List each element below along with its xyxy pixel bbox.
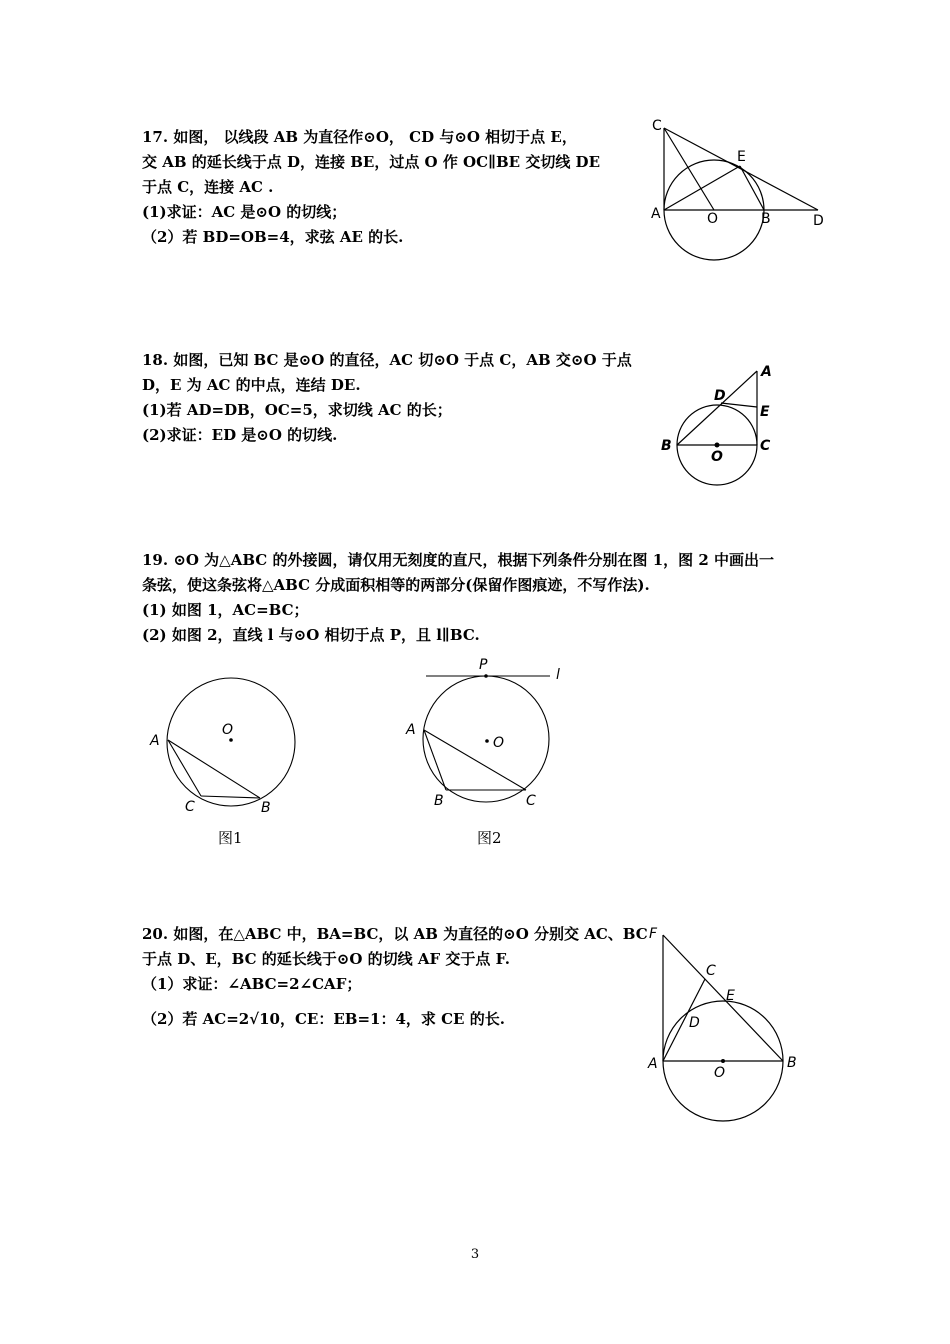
question-18 bbox=[142, 348, 632, 448]
q19-fig1-label-b: B bbox=[261, 800, 271, 816]
question-20 bbox=[142, 922, 648, 1032]
q20-figure bbox=[640, 918, 815, 1128]
q18-center-dot bbox=[715, 443, 720, 448]
q17-label-c: C bbox=[652, 118, 662, 134]
q19-fig2-point-p bbox=[484, 674, 488, 678]
q18-label-c: C bbox=[760, 438, 771, 454]
q20-label-d: D bbox=[689, 1015, 700, 1031]
q17-label-b: B bbox=[761, 211, 771, 227]
q20-label-f: F bbox=[649, 926, 658, 942]
q18-line-3: (1)若 AD=DB，OC=5，求切线 AC 的长； bbox=[142, 401, 452, 419]
q18-line-ab bbox=[677, 371, 757, 445]
q19-line-2: 条弦，使这条弦将△ABC 分成面积相等的两部分(保留作图痕迹，不写作法). bbox=[142, 576, 650, 594]
q17-figure bbox=[640, 110, 840, 280]
q17-line-1: 17. 如图， 以线段 AB 为直径作⊙O， CD 与⊙O 相切于点 E， bbox=[142, 128, 577, 146]
q19-fig2-label-b: B bbox=[434, 793, 444, 809]
q19-fig1-caption: 图1 bbox=[218, 829, 243, 847]
q19-fig1-label-c: C bbox=[185, 799, 195, 815]
q17-label-o: O bbox=[707, 211, 719, 227]
q20-line-fb bbox=[663, 935, 783, 1061]
q19-fig1-label-o: O bbox=[222, 722, 234, 738]
q20-center-dot bbox=[721, 1059, 725, 1063]
q18-label-o: O bbox=[711, 449, 723, 465]
q20-label-b: B bbox=[787, 1055, 797, 1071]
q19-figure-2 bbox=[398, 652, 578, 817]
q19-fig1-line-cb bbox=[201, 796, 260, 798]
q19-line-3: (1) 如图 1，AC=BC； bbox=[142, 601, 309, 619]
q19-fig1-label-a: A bbox=[150, 733, 160, 749]
question-19 bbox=[142, 548, 774, 648]
q19-fig2-label-l: l bbox=[556, 667, 560, 683]
q17-line-ae bbox=[664, 166, 740, 210]
q19-line-1: 19. ⊙O 为△ABC 的外接圆，请仅用无刻度的直尺，根据下列条件分别在图 1，图 2 中画出一 bbox=[142, 551, 775, 569]
q18-line-1: 18. 如图，已知 BC 是⊙O 的直径，AC 切⊙O 于点 C，AB 交⊙O 于点 bbox=[142, 351, 632, 369]
q17-line-2: 交 AB 的延长线于点 D，连接 BE，过点 O 作 OC∥BE 交切线 DE bbox=[142, 153, 600, 171]
q18-line-4: (2)求证：ED 是⊙O 的切线. bbox=[142, 426, 338, 444]
q19-fig2-label-o: O bbox=[493, 735, 505, 751]
q17-line-4: (1)求证：AC 是⊙O 的切线； bbox=[142, 203, 347, 221]
q19-fig1-center-dot bbox=[229, 738, 233, 742]
q20-label-a: A bbox=[648, 1056, 658, 1072]
q19-fig2-center-dot bbox=[485, 739, 489, 743]
q19-fig2-caption: 图2 bbox=[477, 829, 502, 847]
q20-label-e: E bbox=[726, 988, 735, 1004]
q17-label-a: A bbox=[651, 206, 661, 222]
q17-line-be bbox=[740, 166, 764, 210]
q17-label-d: D bbox=[813, 213, 824, 229]
q17-label-e: E bbox=[737, 149, 746, 165]
q19-fig2-label-c: C bbox=[526, 793, 536, 809]
q19-fig2-circle bbox=[423, 676, 549, 802]
question-17 bbox=[142, 125, 600, 250]
q17-line-co bbox=[664, 128, 714, 210]
q20-line-3: （1）求证：∠ABC=2∠CAF； bbox=[142, 975, 362, 993]
q18-figure bbox=[650, 360, 790, 495]
q20-line-1: 20. 如图，在△ABC 中，BA=BC，以 AB 为直径的⊙O 分别交 AC、BC bbox=[142, 925, 648, 943]
q18-line-2: D，E 为 AC 的中点，连结 DE. bbox=[142, 376, 361, 394]
q18-label-a: A bbox=[761, 364, 772, 380]
q20-line-2: 于点 D、E，BC 的延长线于⊙O 的切线 AF 交于点 F. bbox=[142, 950, 510, 968]
q20-label-o: O bbox=[714, 1065, 726, 1081]
q19-fig2-label-p: P bbox=[479, 657, 488, 673]
q19-fig2-label-a: A bbox=[406, 722, 416, 738]
q20-line-4: （2）若 AC=2√10，CE：EB=1：4，求 CE 的长. bbox=[142, 1010, 505, 1028]
q17-line-3: 于点 C，连接 AC . bbox=[142, 178, 274, 196]
q20-label-c: C bbox=[706, 963, 716, 979]
q18-label-d: D bbox=[714, 388, 726, 404]
page-number: 3 bbox=[470, 1247, 480, 1262]
q19-line-4: (2) 如图 2，直线 l 与⊙O 相切于点 P，且 l∥BC. bbox=[142, 626, 480, 644]
q19-figure-1 bbox=[140, 670, 310, 820]
q19-fig1-circle bbox=[167, 678, 295, 806]
q18-label-b: B bbox=[661, 438, 672, 454]
q19-fig1-line-ab bbox=[168, 740, 260, 798]
q17-line-5: （2）若 BD=OB=4，求弦 AE 的长. bbox=[142, 228, 404, 246]
q19-fig2-line-ab bbox=[424, 730, 446, 790]
q18-label-e: E bbox=[760, 404, 770, 420]
